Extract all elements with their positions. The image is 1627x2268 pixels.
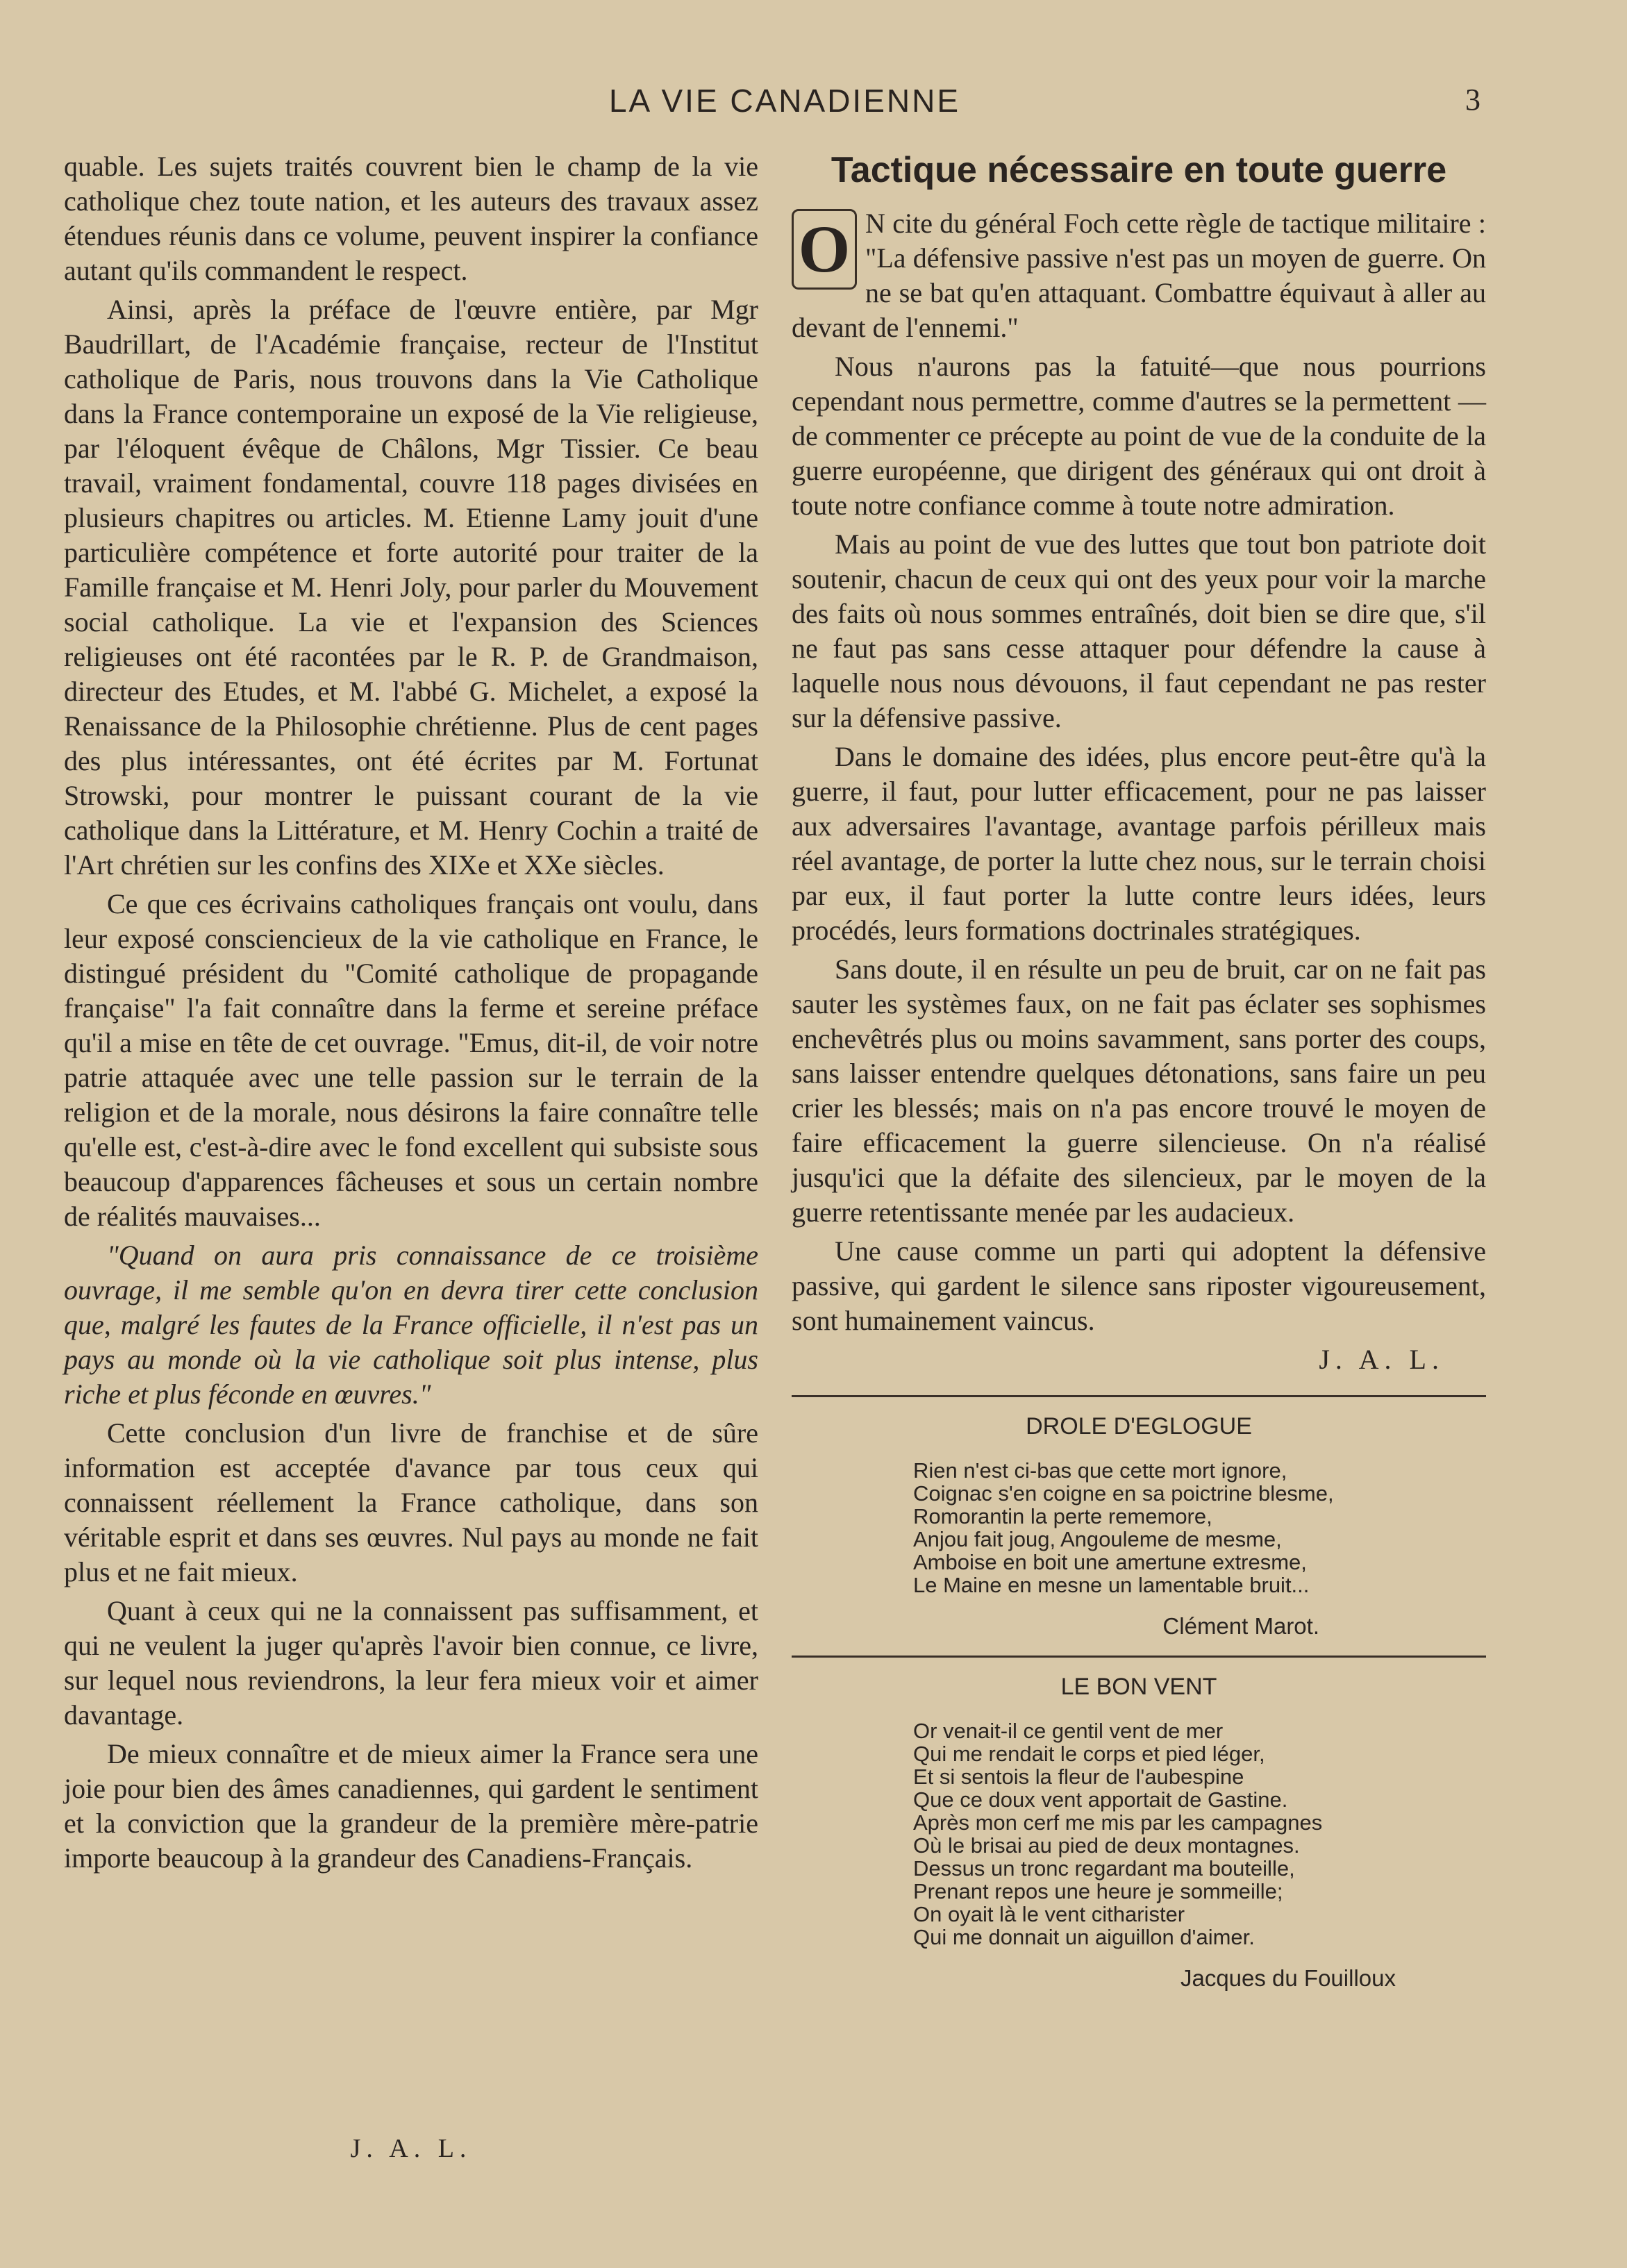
page-number: 3 <box>1465 83 1480 117</box>
right-column <box>792 149 1486 1990</box>
article-paragraph: N cite du général Foch cette règle de tactique militaire : "La défensive passive n'est pas un moyen de guerre. On ne se bat qu'en attaquant. Combattre équivaut à aller au devant de l'ennemi." <box>792 208 1486 343</box>
left-paragraph: Ce que ces écrivains catholiques français ont voulu, dans leur exposé consciencieux de la vie catholique en France, le distingué président du "Comité catholique de propagande française" l'a fait connaître dans la ferme et sereine préface qu'il a mise en tête de cet ouvrage. "Emus, dit-il, de voir notre patrie attaquée avec une telle passion sur le terrain de la religion et de la morale, nous désirons la faire connaître telle qu'elle est, c'est-à-dire avec le fond excellent qui subsiste sous beaucoup d'apparences fâcheuses et sous un certain nombre de réalités mauvaises... <box>64 888 758 1232</box>
poem-lines <box>792 1719 1486 1949</box>
section-divider <box>792 1656 1486 1658</box>
article-paragraph: Nous n'aurons pas la fatuité—que nous pourrions cependant nous permettre, comme d'autres se la permettent — de commenter ce précepte au point de vue de la conduite de la guerre européenne, que dirigent des généraux qui ont droit à toute notre confiance comme à toute notre admiration. <box>792 351 1486 521</box>
publication-title: LA VIE CANADIENNE <box>608 83 961 119</box>
poem-line: Amboise en boit une amertune extresme, <box>913 1550 1307 1574</box>
article-paragraph: Sans doute, il en résulte un peu de bruit, car on ne fait pas sauter les systèmes faux, on ne fait pas éclater ses sophismes enchevêtrés plus ou moins savamment, sans porter des coups, sans laisser entendre quelques détonations, sans faire un peu crier les blessés; mais on n'a pas encore trouvé le moyen de faire efficacement la guerre silencieuse. On n'a réalisé jusqu'ici que la défaite des silencieux, par le moyen de la guerre retentissante menée par les audacieux. <box>792 953 1486 1228</box>
article-title: Tactique nécessaire en toute guerre <box>831 150 1447 190</box>
poem-author: Clément Marot. <box>1162 1613 1319 1639</box>
left-paragraph: Quant à ceux qui ne la connaissent pas suffisamment, et qui ne veulent la juger qu'après l'avoir bien connue, ce livre, sur lequel nous reviendrons, la leur fera mieux voir et aimer davantage. <box>64 1595 758 1731</box>
poem-title: LE BON VENT <box>1060 1674 1217 1700</box>
article-paragraph: Dans le domaine des idées, plus encore peut-être qu'à la guerre, il faut, pour lutter efficacement, pour ne pas laisser aux adversaires l'avantage, avantage parfois périlleux mais réel avantage, de porter la lutte chez nous, sur le terrain choisi par eux, il faut porter la lutte contre leurs idées, leurs procédés, leurs formations doctrinales stratégiques. <box>792 741 1486 946</box>
poem-line: Romorantin la perte rememore, <box>913 1504 1212 1528</box>
poem-line: Or venait-il ce gentil vent de mer <box>913 1719 1224 1743</box>
left-signature: J. A. L. <box>350 2134 472 2163</box>
poem-line: Dessus un tronc regardant ma bouteille, <box>913 1856 1295 1881</box>
poem-line: Qui me donnait un aiguillon d'aimer. <box>913 1925 1255 1949</box>
poem-line: Après mon cerf me mis par les campagnes <box>913 1810 1323 1835</box>
article-body <box>792 206 1486 1377</box>
ornamental-initial: O <box>792 209 857 290</box>
left-quote-paragraph: "Quand on aura pris connaissance de ce troisième ouvrage, il me semble qu'on en devra tirer cette conclusion que, malgré les fautes de la France officielle, il n'est pas un pays au monde où la vie catholique soit plus intense, plus riche et plus féconde en œuvres." <box>64 1240 758 1410</box>
poem-line: Et si sentois la fleur de l'aubespine <box>913 1765 1244 1789</box>
article-signature: J. A. L. <box>1319 1344 1444 1375</box>
poem-line: Le Maine en mesne un lamentable bruit... <box>913 1573 1310 1597</box>
poem-line: Rien n'est ci-bas que cette mort ignore, <box>913 1458 1287 1483</box>
poem-line: Que ce doux vent apportait de Gastine. <box>913 1787 1288 1812</box>
left-column <box>64 149 758 1876</box>
poem-author: Jacques du Fouilloux <box>1180 1965 1396 1991</box>
poem-title: DROLE D'EGLOGUE <box>1026 1413 1252 1440</box>
poem-line: On oyait là le vent citharister <box>913 1902 1185 1926</box>
poem-line: Qui me rendait le corps et pied léger, <box>913 1742 1265 1766</box>
poem-line: Où le brisai au pied de deux montagnes. <box>913 1833 1300 1858</box>
left-paragraph: quable. Les sujets traités couvrent bien le champ de la vie catholique chez toute nation, et les auteurs des travaux assez étendues réunis dans ce volume, peuvent inspirer la confiance autant qu'ils commandent le respect. <box>64 151 758 286</box>
poem-drole-d-eglogue <box>792 1415 1486 1637</box>
left-paragraph: Ainsi, après la préface de l'œuvre entière, par Mgr Baudrillart, de l'Académie française, recteur de l'Institut catholique de Paris, nous trouvons dans la Vie Catholique dans la France contemporaine un exposé de la Vie religieuse, par l'éloquent évêque de Châlons, Mgr Tissier. Ce beau travail, vraiment fondamental, couvre 118 pages divisées en plusieurs chapitres ou articles. M. Etienne Lamy jouit d'une particulière compétence et forte autorité pour traiter de la Famille française et M. Henri Joly, pour parler du Mouvement social catholique. La vie et l'expansion des Sciences religieuses ont été racontées par le R. P. de Grandmaison, directeur des Etudes, et M. l'abbé G. Michelet, a exposé la Renaissance de la Philosophie chrétienne. Plus de cent pages des plus intéressantes, ont été écrites par M. Fortunat Strowski, pour montrer le puissant courant de la vie catholique dans la Littérature, et M. Henry Cochin a traité de l'Art chrétien sur les confins des XIXe et XXe siècles. <box>64 294 758 881</box>
article-paragraph: Mais au point de vue des luttes que tout bon patriote doit soutenir, chacun de ceux qui ont des yeux pour voir la marche des faits où nous sommes entraînés, doit bien se dire que, s'il ne faut pas sans cesse attaquer pour défendre la cause à laquelle nous nous dévouons, il faut cependant ne pas rester sur la défensive passive. <box>792 528 1486 733</box>
section-divider <box>792 1395 1486 1397</box>
running-header <box>0 82 1627 124</box>
poem-line: Prenant repos une heure je sommeille; <box>913 1879 1283 1903</box>
poem-line: Coignac s'en coigne en sa poictrine blesme, <box>913 1481 1334 1506</box>
poem-lines <box>792 1459 1486 1596</box>
article-paragraph: Une cause comme un parti qui adoptent la défensive passive, qui gardent le silence sans riposter vigoureusement, sont humainement vaincus. <box>792 1235 1486 1336</box>
left-paragraph: De mieux connaître et de mieux aimer la France sera une joie pour bien des âmes canadiennes, qui gardent le sentiment et la conviction que la grandeur de la première mère-patrie importe beaucoup à la grandeur des Canadiens-Français. <box>64 1738 758 1874</box>
left-paragraph: Cette conclusion d'un livre de franchise et de sûre information est acceptée d'avance par tous ceux qui connaissent réellement la France catholique, dans son véritable esprit et dans ses œuvres. Nul pays au monde ne fait plus et ne fait mieux. <box>64 1417 758 1587</box>
poem-le-bon-vent <box>792 1676 1486 1990</box>
poem-line: Anjou fait joug, Angouleme de mesme, <box>913 1527 1282 1551</box>
